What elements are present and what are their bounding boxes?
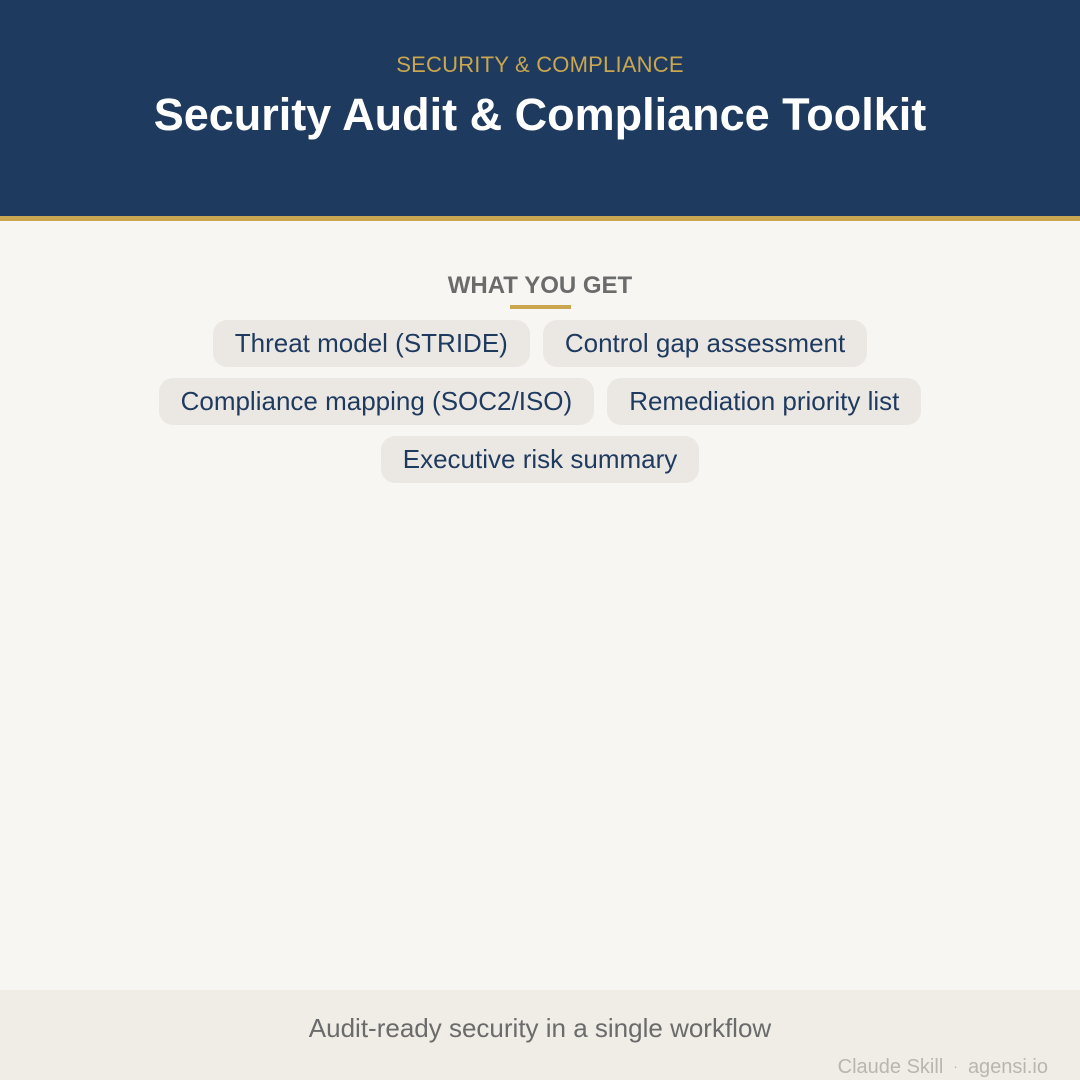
footer-tagline: Audit-ready security in a single workflow xyxy=(308,1013,772,1043)
credit-site: agensi.io xyxy=(967,1056,1048,1078)
footer-bar xyxy=(0,990,1080,1080)
category-eyebrow: SECURITY & COMPLIANCE xyxy=(396,52,684,77)
credit-product: Claude Skill xyxy=(837,1056,944,1078)
section-underline xyxy=(510,305,571,309)
credit-separator: · xyxy=(953,1058,958,1074)
feature-chip-control-gap: Control gap assessment xyxy=(543,320,867,367)
page-title: Security Audit & Compliance Toolkit xyxy=(153,89,927,140)
feature-chip-list xyxy=(150,320,930,483)
section-heading: WHAT YOU GET xyxy=(447,272,633,299)
feature-chip-executive-summary: Executive risk summary xyxy=(381,436,700,483)
feature-chip-compliance-mapping: Compliance mapping (SOC2/ISO) xyxy=(159,378,595,425)
feature-chip-threat-model: Threat model (STRIDE) xyxy=(213,320,530,367)
feature-chip-remediation: Remediation priority list xyxy=(607,378,921,425)
header-banner xyxy=(0,0,1080,221)
footer-credit xyxy=(838,1054,1048,1079)
